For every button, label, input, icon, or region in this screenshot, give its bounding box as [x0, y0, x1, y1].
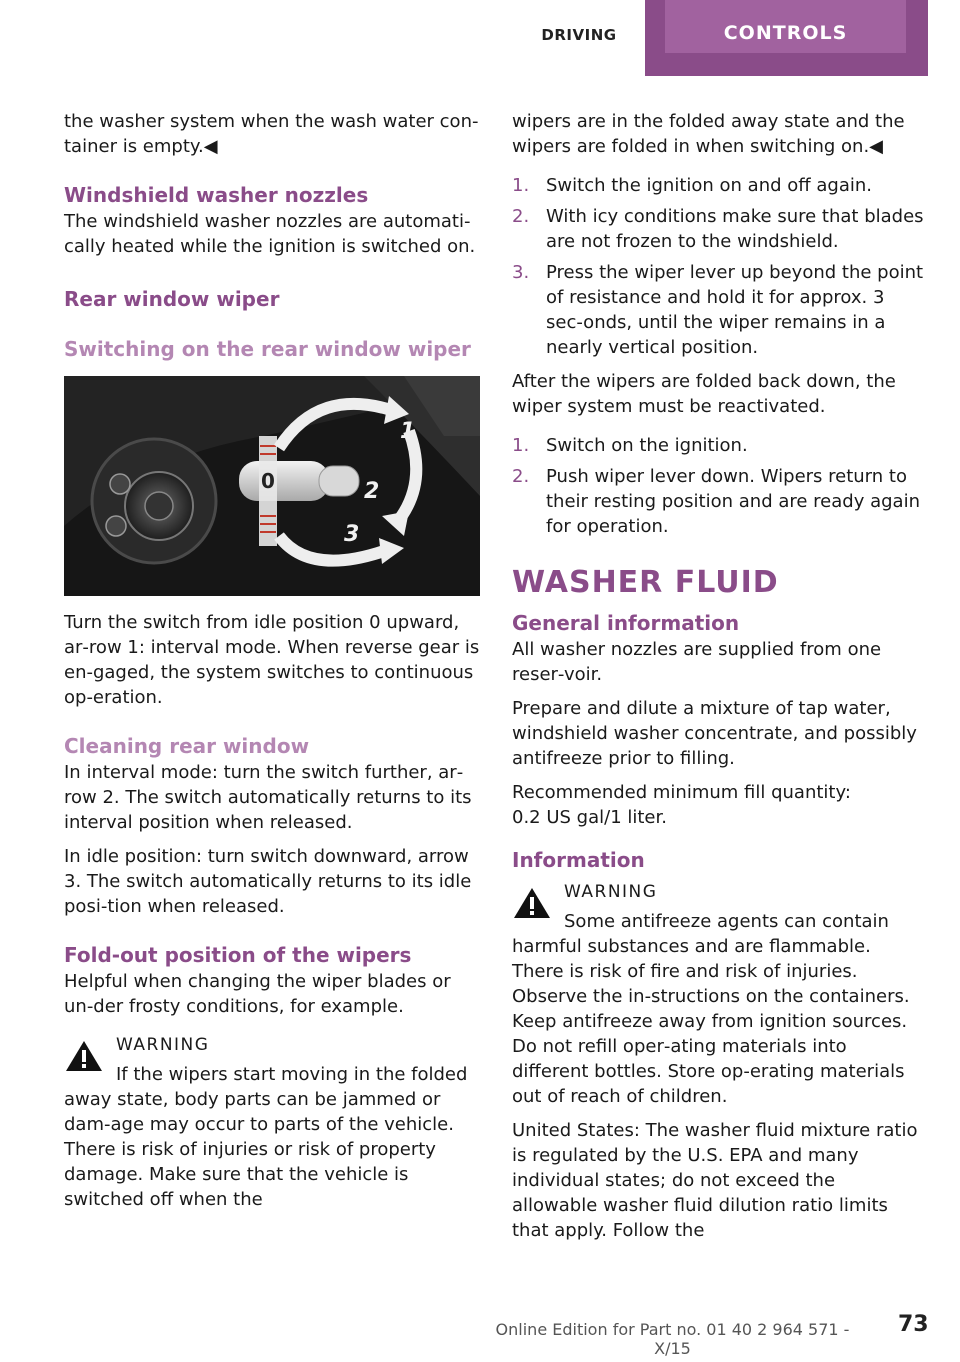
warning-text: away state, body parts can be jammed or dam‐age may occur to parts of the vehicle. There is risk of injuries or risk of property damage. Make sure that the vehicle is switched off when the — [64, 1089, 454, 1210]
reactivate-steps-list — [512, 433, 926, 539]
rear-wiper-switch-figure — [64, 376, 480, 596]
left-column — [64, 109, 482, 1212]
page-number: 73 — [898, 1312, 929, 1337]
list-item: 3. Press the wiper lever up beyond the point of resistance and hold it for approx. 3 sec‐onds, until the wiper remains in a nearly vertical position. — [512, 262, 924, 358]
list-item: 1. Switch the ignition on and off again. — [512, 175, 873, 196]
switching-heading: Switching on the rear window wiper — [64, 337, 471, 361]
nozzles-heading: Windshield washer nozzles — [64, 183, 369, 207]
foldout-warning — [64, 1033, 482, 1212]
arrow-label-1: 1 — [400, 419, 416, 444]
antifreeze-warning — [512, 880, 926, 1109]
general-text-1: All washer nozzles are supplied from one reser‐voir. — [512, 639, 882, 685]
header-chapter-box — [665, 0, 906, 53]
footer-edition: Online Edition for Part no. 01 40 2 964 571 - X/15 — [495, 1320, 850, 1358]
list-item: 1. Switch on the ignition. — [512, 435, 748, 456]
header-chapter-label: CONTROLS — [723, 22, 848, 44]
information-heading: Information — [512, 848, 645, 872]
warning-icon — [64, 1039, 104, 1073]
warning-icon — [512, 886, 552, 920]
left-intro-text: the washer system when the wash water con‐tainer is empty.◀ — [64, 111, 479, 157]
warning-text: harmful substances and are flammable. There is risk of fire and risk of injuries. Observe the in‐structions on the containers. Keep antifreeze away from ignition sources. Do not refill oper‐ating materials into different bottles. Store op‐erating materials out of reach of children. — [512, 936, 910, 1107]
header-section-tab — [520, 0, 638, 76]
header-chapter-tab — [645, 0, 928, 76]
foldout-text: Helpful when changing the wiper blades or un‐der frosty conditions, for example. — [64, 971, 451, 1017]
warning-title: WARNING — [564, 882, 658, 902]
header-section-label: DRIVING — [541, 26, 617, 44]
cleaning-text-2: In idle position: turn switch downward, arrow 3. The switch automatically returns to its idle posi‐tion when released. — [64, 846, 472, 917]
washer-fluid-heading: WASHER FLUID — [512, 565, 779, 600]
list-item: 2. Push wiper lever down. Wipers return to their resting position and are ready again for operation. — [512, 466, 920, 537]
switch-position-0: 0 — [261, 469, 275, 493]
right-column — [512, 109, 926, 1252]
arrow-label-2: 2 — [364, 479, 380, 504]
general-info-heading: General information — [512, 611, 740, 635]
general-text-3: Recommended minimum fill quantity: 0.2 US gal/1 liter. — [512, 782, 851, 828]
warning-lead: If the wipers start moving in the folded — [116, 1064, 468, 1085]
arrow-label-3: 3 — [344, 522, 360, 547]
cleaning-text-1: In interval mode: turn the switch further, ar‐row 2. The switch automatically returns to its interval position when released. — [64, 762, 472, 833]
rear-wiper-heading: Rear window wiper — [64, 287, 280, 311]
foldout-heading: Fold-out position of the wipers — [64, 943, 412, 967]
rear-wiper-switch-illustration — [64, 376, 480, 596]
list-item: 2. With icy conditions make sure that blades are not frozen to the windshield. — [512, 206, 924, 252]
reset-steps-list — [512, 173, 926, 360]
warning-title: WARNING — [116, 1035, 210, 1055]
us-regulation-text: United States: The washer fluid mixture ratio is regulated by the U.S. EPA and many individual states; do not exceed the allowable washer fluid dilution ratio limits that apply. Follow the — [512, 1120, 918, 1241]
after-text: After the wipers are folded back down, the wiper system must be reactivated. — [512, 371, 896, 417]
cleaning-heading: Cleaning rear window — [64, 734, 310, 758]
nozzles-text: The windshield washer nozzles are automati‐cally heated while the ignition is switched on. — [64, 211, 476, 257]
switch-text: Turn the switch from idle position 0 upward, ar‐row 1: interval mode. When reverse gear is en‐gaged, the system switches to continuous op‐eration. — [64, 612, 480, 708]
general-text-2: Prepare and dilute a mixture of tap water, windshield washer concentrate, and possibly antifreeze prior to filling. — [512, 698, 917, 769]
warning-lead: Some antifreeze agents can contain — [564, 911, 889, 932]
right-intro-text: wipers are in the folded away state and the wipers are folded in when switching on.◀ — [512, 111, 905, 157]
